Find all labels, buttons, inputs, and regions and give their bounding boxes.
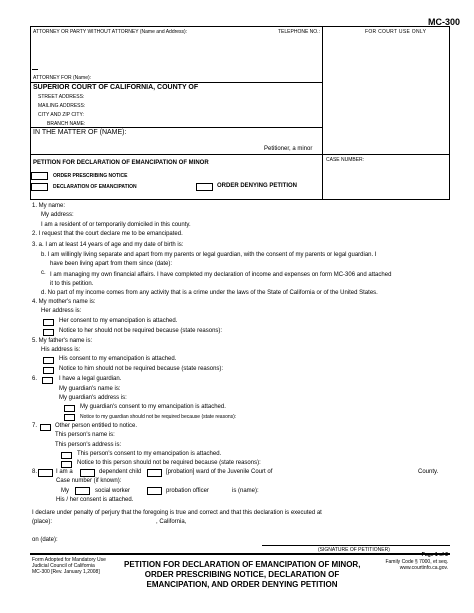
footer-adopted-1: Form Adopted for Mandatory Use — [32, 557, 106, 563]
court-use-bottom — [322, 154, 450, 155]
item3c-prefix: c. — [41, 270, 46, 276]
item4-notice-text: Notice to her should not be required because (state reasons): — [59, 328, 223, 334]
case-number-label: CASE NUMBER: — [326, 157, 365, 163]
item7-address-label: This person's address is: — [55, 442, 122, 448]
item6-consent-checkbox[interactable] — [64, 405, 75, 412]
item8-probation-ward-checkbox[interactable] — [147, 469, 162, 477]
court-use-divider — [322, 26, 323, 200]
item7-number: 7. — [32, 423, 38, 429]
item6-guardian-checkbox[interactable] — [42, 377, 53, 384]
mailing-address-label: MAILING ADDRESS: — [38, 103, 86, 109]
item8-probation-officer-label: probation officer — [166, 488, 209, 494]
signature-line — [262, 545, 450, 546]
matter-section-top — [30, 127, 322, 128]
item7-other-person-text: Other person entitled to notice. — [55, 423, 138, 429]
footer-rule — [30, 553, 450, 555]
declaration-checkbox[interactable] — [31, 183, 48, 191]
item8-consent-text: His / her consent is attached. — [56, 497, 134, 503]
item3d-text: d. No part of my income comes from any activity that is a crime under the laws of the State of California or of the United States. — [41, 290, 378, 296]
footer-page-number: Page 1 of 2 — [421, 552, 448, 558]
attorney-entry-mark — [32, 69, 38, 70]
order-prescribing-label: ORDER PRESCRIBING NOTICE — [53, 173, 128, 179]
footer-title-2: ORDER PRESCRIBING NOTICE, DECLARATION OF — [144, 570, 340, 579]
petition-title: PETITION FOR DECLARATION OF EMANCIPATION OF MINOR — [33, 160, 209, 166]
item7-notice-checkbox[interactable] — [61, 461, 72, 468]
item5-address-label: His address is: — [41, 347, 81, 353]
footer-adopted-2: Judicial Council of California — [32, 563, 95, 569]
item6-consent-text: My guardian's consent to my emancipation is attached. — [80, 404, 226, 410]
street-address-label: STREET ADDRESS: — [38, 94, 85, 100]
footer-adopted-3: MC-300 [Rev. January 1,2008] — [32, 569, 100, 575]
item3b-text-2: have been living apart from them since (date): — [50, 261, 173, 267]
court-use-label: FOR COURT USE ONLY — [365, 29, 427, 35]
item1-address-label: My address: — [41, 212, 74, 218]
item3a-text: 3. a. I am at least 14 years of age and my date of birth is: — [32, 242, 184, 248]
signature-label: (SIGNATURE OF PETITIONER) — [318, 547, 390, 553]
item4-consent-checkbox[interactable] — [43, 319, 54, 326]
branch-name-label: BRANCH NAME: — [47, 121, 86, 127]
item7-consent-checkbox[interactable] — [61, 452, 72, 459]
item1-resident-text: I am a resident of or temporarily domiciled in this county. — [41, 222, 191, 228]
attorney-label: ATTORNEY OR PARTY WITHOUT ATTORNEY (Name and Address): — [33, 29, 188, 35]
item5-notice-text: Notice to him should not be required because (state reasons): — [59, 366, 224, 372]
matter-label: IN THE MATTER OF (NAME): — [33, 129, 127, 136]
item8-i-am-a: I am a — [56, 469, 73, 475]
order-prescribing-checkbox[interactable] — [31, 172, 48, 180]
form-number: MC-300 — [427, 17, 460, 27]
item8-ward-label: [probation] ward of the Juvenile Court of — [166, 469, 273, 475]
footer-title-1: PETITION FOR DECLARATION OF EMANCIPATION OF MINOR, — [124, 560, 361, 569]
item2-text: 2. I request that the court declare me to be emancipated. — [32, 231, 183, 237]
item8-is-name-label: is (name): — [232, 488, 259, 494]
petitioner-minor-label: Petitioner, a minor — [264, 146, 313, 152]
city-zip-label: CITY AND ZIP CITY: — [38, 112, 84, 118]
item5-notice-checkbox[interactable] — [43, 367, 54, 374]
item5-father-name-label: 5. My father's name is: — [32, 338, 93, 344]
item4-consent-text: Her consent to my emancipation is attached. — [59, 318, 178, 324]
item7-name-label: This person's name is: — [55, 432, 115, 438]
item5-consent-checkbox[interactable] — [43, 357, 54, 364]
court-section-top — [30, 82, 322, 83]
item8-probation-officer-checkbox[interactable] — [147, 487, 162, 495]
item8-social-worker-label: social worker — [95, 488, 131, 494]
order-denying-label: ORDER DENYING PETITION — [217, 183, 298, 189]
item6-notice-checkbox[interactable] — [64, 414, 75, 421]
title-section-top — [30, 154, 322, 155]
item8-number: 8. — [32, 469, 38, 475]
item8-my-label: My — [61, 488, 69, 494]
item6-guardian-text: I have a legal guardian. — [59, 376, 122, 382]
order-denying-checkbox[interactable] — [196, 183, 213, 191]
place-label: (place): — [32, 519, 53, 525]
footer-code: Family Code § 7000, et seq. — [385, 559, 448, 565]
item6-number: 6. — [32, 376, 38, 382]
item6-name-label: My guardian's name is: — [59, 386, 121, 392]
attorney-for-label: ATTORNEY FOR (Name): — [33, 75, 92, 81]
telephone-label: TELEPHONE NO.: — [278, 29, 320, 35]
item4-notice-checkbox[interactable] — [43, 329, 54, 336]
california-label: , California, — [156, 519, 187, 525]
item6-notice-text: Notice to my guardian should not be required because (state reasons): — [80, 414, 237, 420]
footer-website: www.courtinfo.ca.gov. — [399, 565, 448, 571]
item1-name-label: 1. My name: — [32, 203, 66, 209]
item3c-text-2: it to this petition. — [50, 281, 94, 287]
item3c-text-1: I am managing my own financial affairs. I have completed my declaration of income and expenses on form MC-306 and attached — [50, 272, 392, 278]
item8-case-number-label: Case number (if known): — [56, 478, 122, 484]
court-name: SUPERIOR COURT OF CALIFORNIA, COUNTY OF — [33, 84, 199, 91]
declaration-label: DECLARATION OF EMANCIPATION — [53, 184, 137, 190]
item4-mother-name-label: 4. My mother's name is: — [32, 299, 96, 305]
item8-ward-checkbox[interactable] — [38, 469, 53, 477]
item8-dependent-checkbox[interactable] — [80, 469, 95, 477]
item8-dependent-label: dependent child — [99, 469, 142, 475]
perjury-statement: I declare under penalty of perjury that the foregoing is true and correct and that this declaration is executed at — [32, 510, 322, 516]
item7-notice-text: Notice to this person should not be required because (state reasons): — [77, 460, 261, 466]
item6-address-label: My guardian's address is: — [59, 395, 127, 401]
item3b-text-1: b. I am willingly living separate and apart from my parents or legal guardian, with the consent of my parents or legal guardian. I — [41, 252, 377, 258]
item8-county-label: County. — [418, 469, 439, 475]
item7-other-person-checkbox[interactable] — [40, 424, 51, 431]
item7-consent-text: This person's consent to my emancipation is attached. — [77, 451, 222, 457]
item5-consent-text: His consent to my emancipation is attached. — [59, 356, 177, 362]
date-label: on (date): — [32, 537, 58, 543]
item8-social-worker-checkbox[interactable] — [75, 487, 90, 495]
item4-address-label: Her address is: — [41, 308, 82, 314]
footer-title-3: EMANCIPATION, AND ORDER DENYING PETITION — [146, 580, 338, 589]
